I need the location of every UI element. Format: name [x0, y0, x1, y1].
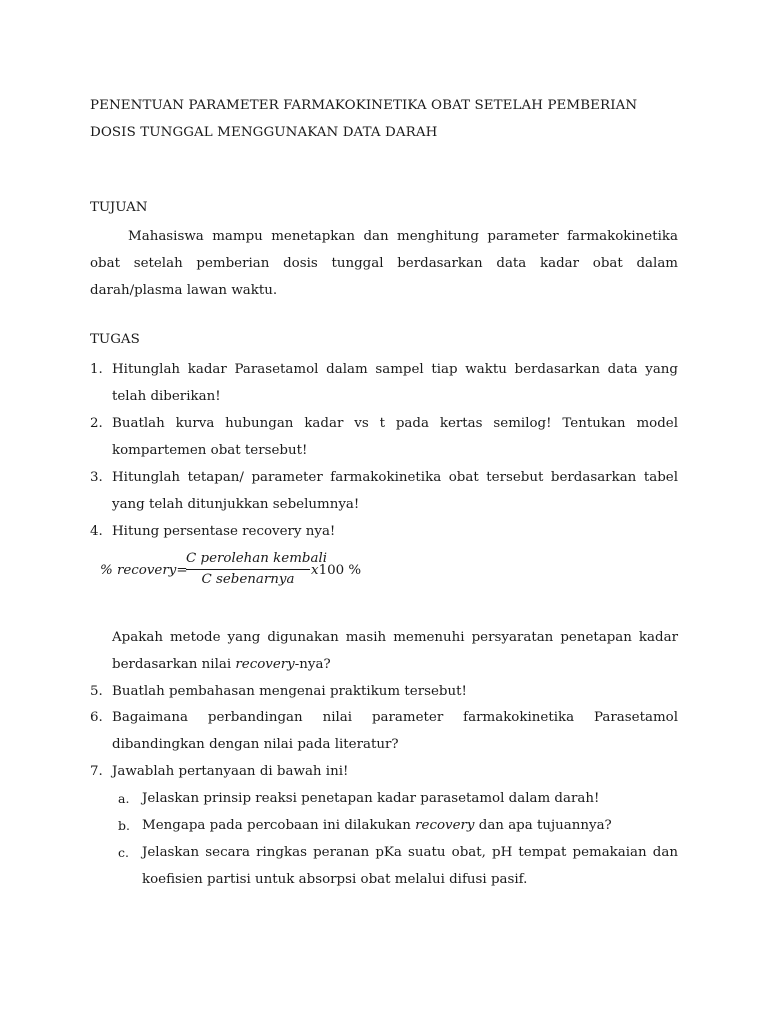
tugas-heading: TUGAS: [90, 332, 140, 347]
list-item: [90, 518, 678, 545]
recovery-question: [112, 624, 678, 678]
list-item-text: Buatlah pembahasan mengenai praktikum tersebut!: [112, 684, 467, 699]
list-item-text: Buatlah kurva hubungan kadar vs t pada kertas semilog! Tentukan model kompartemen obat tersebut!: [112, 416, 678, 458]
list-item-number: 7.: [90, 764, 103, 779]
sub-list-item-text: Jelaskan prinsip reaksi penetapan kadar parasetamol dalam darah!: [142, 791, 600, 806]
sub-list-item-letter: b.: [118, 818, 130, 833]
list-item-text: Bagaimana perbandingan nilai parameter farmakokinetika Parasetamol dibandingkan dengan nilai pada literatur?: [112, 710, 678, 752]
list-item-number: 6.: [90, 710, 103, 725]
list-item-text: Hitung persentase recovery nya!: [112, 524, 336, 539]
list-item-number: 1.: [90, 362, 103, 377]
list-item-number: 5.: [90, 684, 103, 699]
formula-lhs: % recovery=: [100, 563, 188, 578]
list-item-text: Hitunglah tetapan/ parameter farmakokinetika obat tersebut berdasarkan tabel yang telah ditunjukkan sebelumnya!: [112, 470, 678, 512]
fraction-bar: [186, 569, 310, 570]
list-item-number: 2.: [90, 416, 103, 431]
title-line-2: DOSIS TUNGGAL MENGGUNAKAN DATA DARAH: [90, 125, 438, 140]
formula-rhs: [311, 563, 361, 578]
formula-times: x: [311, 563, 319, 578]
list-item-number: 4.: [90, 524, 103, 539]
question-text: Apakah metode yang digunakan masih memenuhi persyaratan penetapan kadar berdasarkan nilai: [112, 630, 678, 672]
title-line-1: PENENTUAN PARAMETER FARMAKOKINETIKA OBAT SETELAH PEMBERIAN: [90, 98, 638, 113]
sub-list-item: [118, 785, 678, 812]
list-item-text: Jawablah pertanyaan di bawah ini!: [112, 764, 349, 779]
sub-list-item-text: Jelaskan secara ringkas peranan pKa suatu obat, pH tempat pemakaian dan koefisien partisi untuk absorpsi obat melalui difusi pasif.: [142, 845, 678, 887]
question-emphasis: recovery: [235, 657, 295, 672]
list-item-text: Hitunglah kadar Parasetamol dalam sampel tiap waktu berdasarkan data yang telah diberikan!: [112, 362, 678, 404]
list-item: [90, 704, 678, 758]
document-title: [90, 92, 690, 146]
sub-item-emphasis: recovery: [415, 818, 475, 833]
tujuan-heading: TUJUAN: [90, 200, 148, 215]
sub-list-item-letter: a.: [118, 791, 130, 806]
sub-list-item: [118, 812, 678, 839]
list-item: [90, 410, 678, 464]
sub-item-text-prefix: Mengapa pada percobaan ini dilakukan: [142, 818, 416, 833]
question-suffix: -nya?: [294, 657, 331, 672]
formula-percent: 100 %: [318, 563, 362, 578]
sub-list-item-text: [142, 812, 678, 839]
tujuan-paragraph: [90, 223, 678, 304]
list-item-number: 3.: [90, 470, 103, 485]
list-item: [90, 678, 678, 705]
tujuan-text: Mahasiswa mampu menetapkan dan menghitung parameter farmakokinetika obat setelah pemberian dosis tunggal berdasarkan data kadar obat dalam darah/plasma lawan waktu.: [90, 229, 678, 298]
list-item: [90, 758, 678, 785]
list-item: [90, 356, 678, 410]
sub-list-item: [118, 839, 678, 893]
formula-fraction: [186, 550, 328, 589]
formula-denominator: C sebenarnya: [201, 572, 295, 587]
sub-list-item-letter: c.: [118, 845, 129, 860]
formula-numerator: C perolehan kembali: [186, 551, 328, 566]
sub-item-text-suffix: dan apa tujuannya?: [474, 818, 612, 833]
list-item: [90, 464, 678, 518]
recovery-formula: [100, 550, 400, 592]
